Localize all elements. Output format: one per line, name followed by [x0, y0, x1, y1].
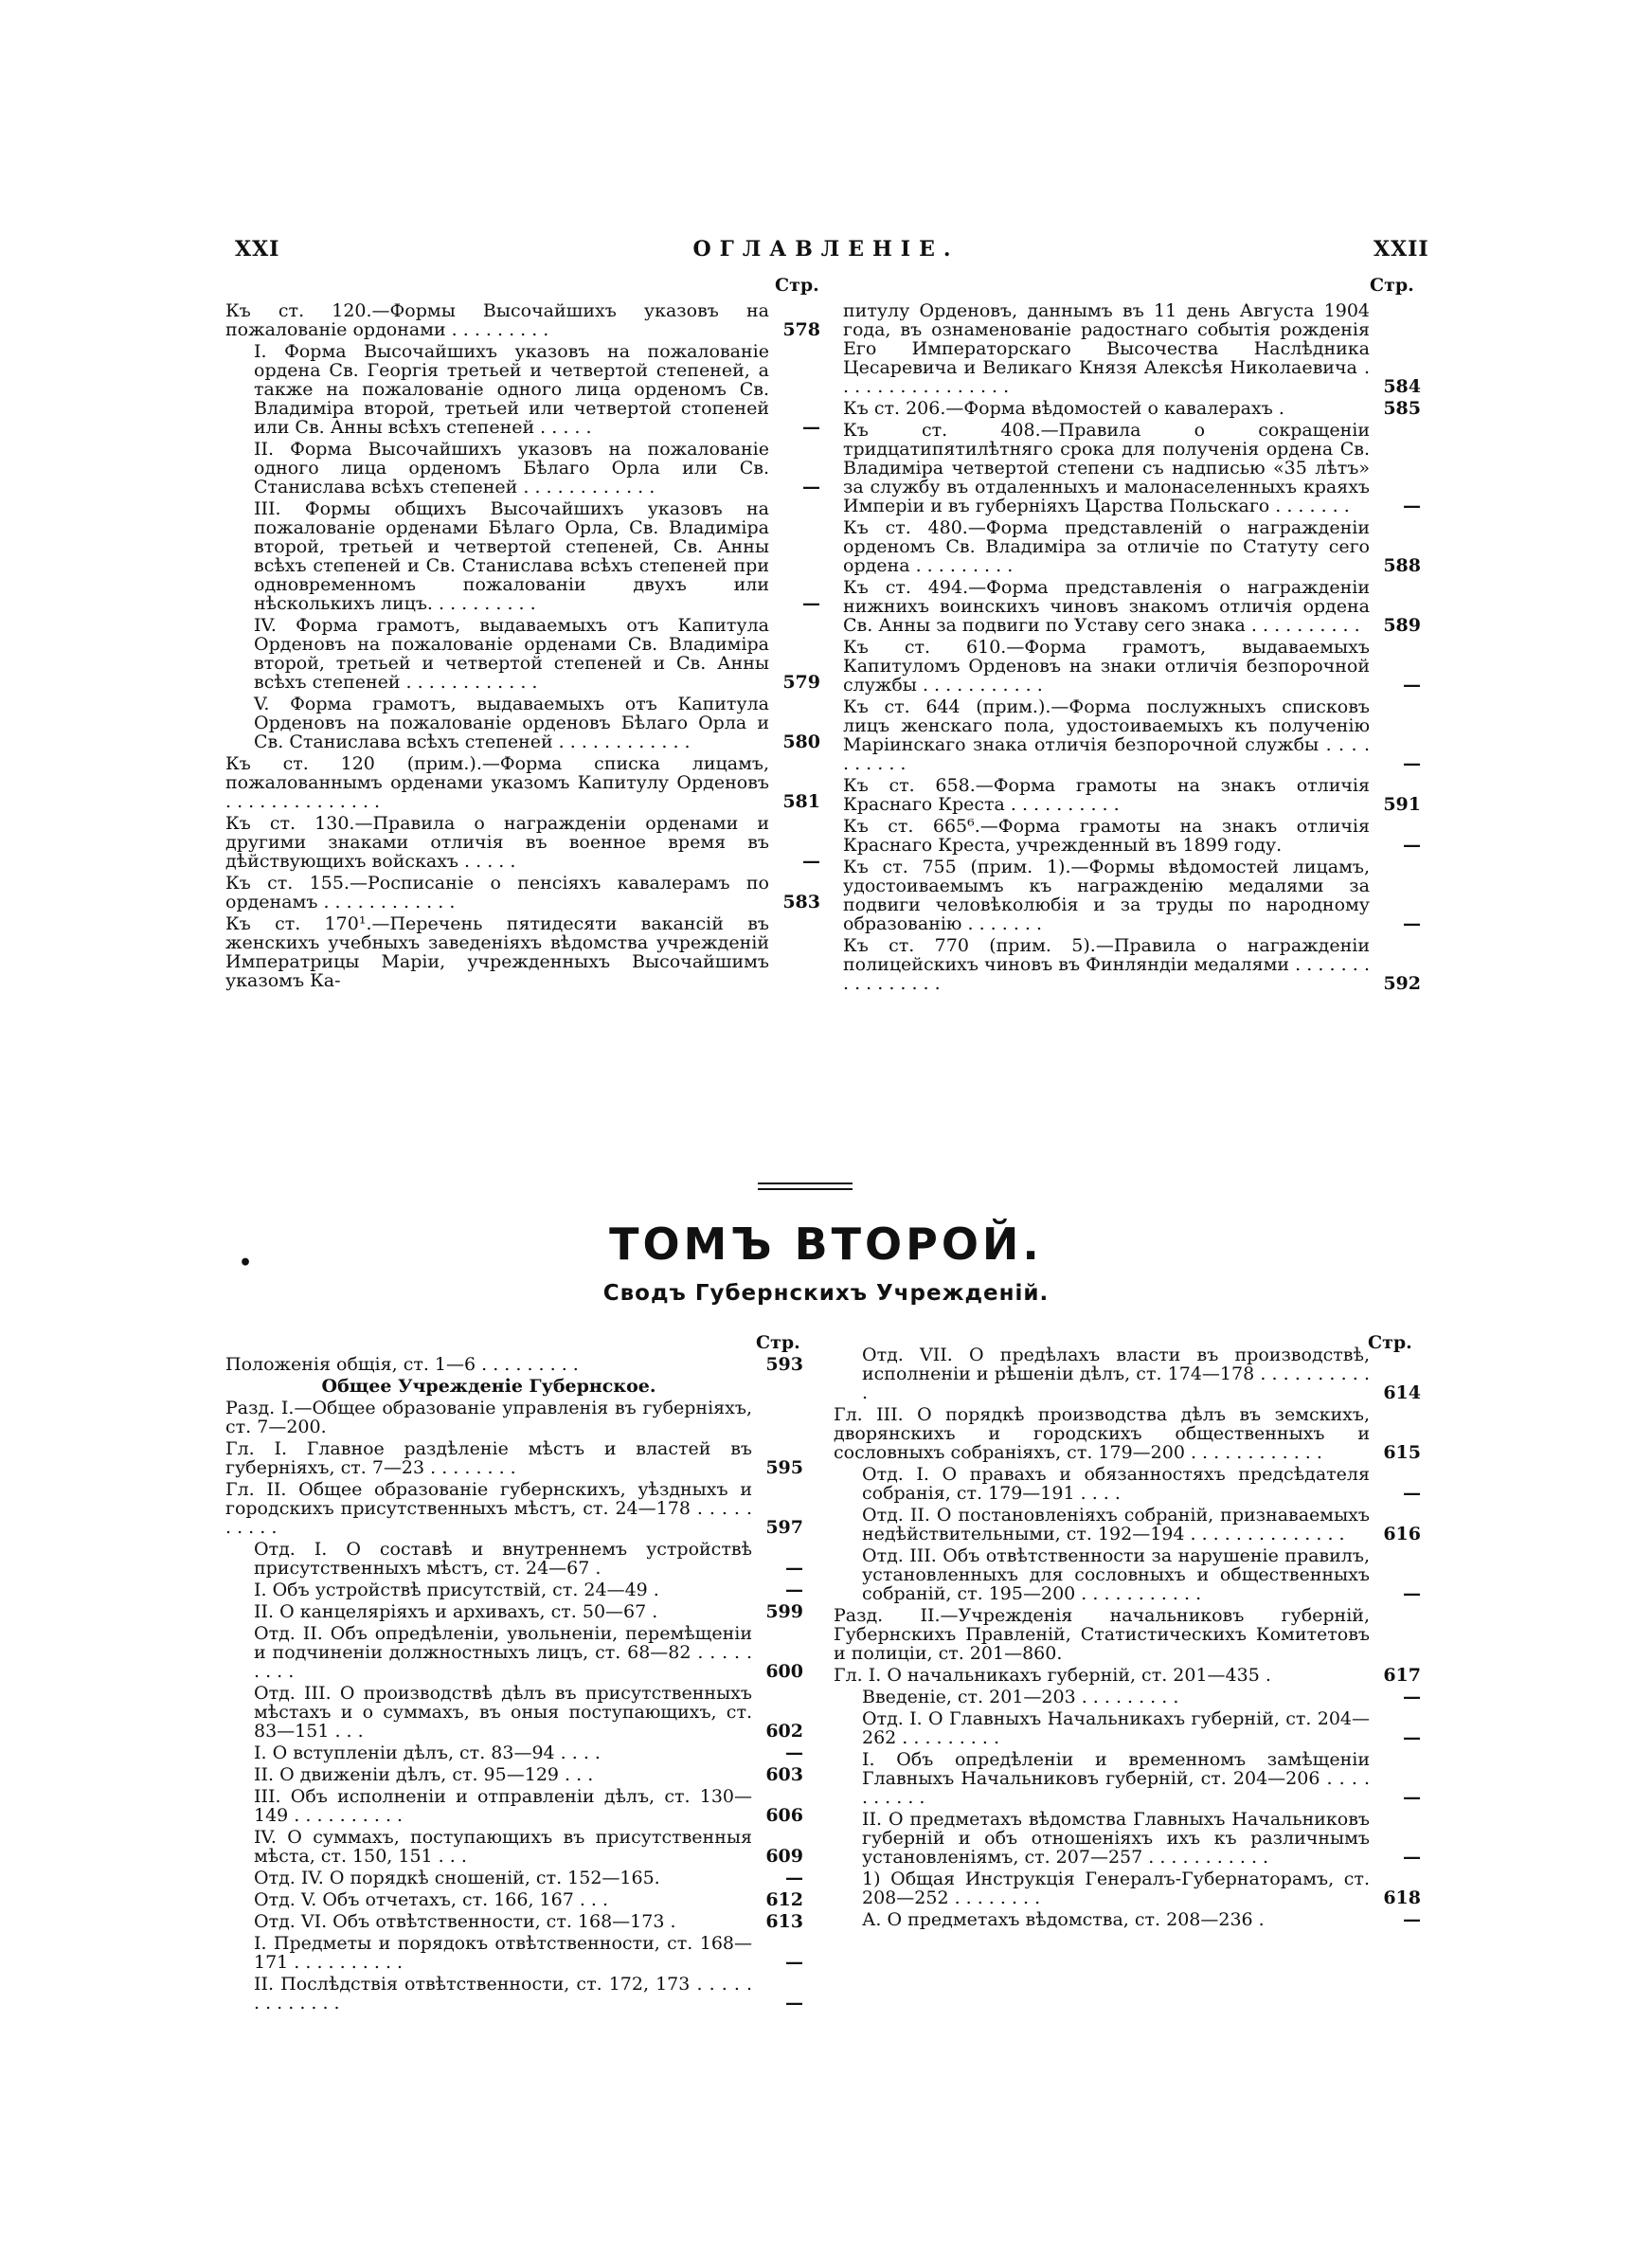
toc-entry-page: 614	[1383, 1382, 1421, 1403]
toc-entry-page: 591	[1383, 794, 1421, 815]
toc-entry-page: —	[1403, 835, 1421, 856]
toc-entry	[225, 1765, 803, 1784]
toc-entry-page: 589	[1383, 615, 1421, 636]
toc-entry-page: —	[785, 1580, 803, 1600]
toc-entry-text: Отд. VI. Объ отвѣтственности, ст. 168—173 .	[254, 1911, 676, 1932]
toc-entry	[225, 342, 820, 437]
page-col-header-bottom-left: Стр.	[756, 1332, 800, 1353]
section-divider-rule	[758, 1188, 853, 1190]
toc-entry-page: 592	[1383, 973, 1421, 994]
toc-column-bottom-left	[225, 1355, 803, 2015]
toc-entry-page: 579	[782, 672, 820, 693]
toc-entry-page: 613	[765, 1911, 803, 1932]
toc-entry-text: I. Форма Высочайшихъ указовъ на пожалованіе ордена Св. Георгія третьей и четвертой степеней, а также на пожалованіе одного лица орденомъ Св. Владиміра второй, третьей или четвертой стопеней или Св. Анны всѣхъ степеней . . . . .	[254, 341, 769, 438]
toc-entry-text: III. Формы общихъ Высочайшихъ указовъ на пожалованіе орденами Бѣлаго Орла, Св. Владиміра второй, третьей и четвертой степеней, Св. Анны всѣхъ степеней и Св. Станислава всѣхъ степеней при одновременномъ пожалованіи двухъ или нѣсколькихъ лицъ. . . . . . . . . .	[254, 498, 769, 614]
toc-entry	[225, 1580, 803, 1599]
toc-entry-page: 609	[765, 1846, 803, 1867]
toc-entry-text: Гл. III. О порядкѣ производства дѣлъ въ земскихъ, дворянскихъ и городскихъ общественныхъ и сословныхъ собраніяхъ, ст. 179—200 . . . . . . . . . . . .	[834, 1404, 1370, 1463]
toc-entry-page: —	[802, 593, 820, 614]
toc-entry	[834, 1465, 1421, 1503]
toc-entry-text: Отд. VII. О предѣлахъ власти въ производствѣ, исполненіи и рѣшеніи дѣлъ, ст. 174—178 . . . . . . . . . . .	[862, 1345, 1370, 1403]
toc-entry-text: Отд. III. Объ отвѣтственности за нарушеніе правилъ, установленныхъ для сословныхъ и общественныхъ собраній, ст. 195—200 . . . . . . . . . . .	[862, 1545, 1370, 1604]
toc-entry-page: 585	[1383, 398, 1421, 419]
toc-entry	[843, 817, 1421, 855]
toc-entry-text: Отд. I. О правахъ и обязанностяхъ предсѣдателя собранія, ст. 179—191 . . . .	[862, 1464, 1370, 1504]
toc-entry-text: Къ ст. 665⁶.—Форма грамоты на знакъ отличія Краснаго Креста, учрежденный въ 1899 году.	[843, 816, 1370, 856]
toc-entry-page: 603	[765, 1764, 803, 1785]
toc-entry-text: Гл. II. Общее образованіе губернскихъ, уѣздныхъ и городскихъ присутственныхъ мѣстъ, ст. 24—178 . . . . . . . . . .	[225, 1479, 752, 1538]
toc-entry-page: —	[1403, 1687, 1421, 1707]
toc-entry-page: —	[785, 1868, 803, 1888]
toc-column-top-right	[843, 301, 1421, 996]
toc-entry-text: Къ ст. 658.—Форма грамоты на знакъ отличія Краснаго Креста . . . . . . . . . .	[843, 775, 1370, 815]
toc-entry	[225, 1934, 803, 1972]
page-number-left: XXI	[235, 237, 280, 262]
toc-entry-page: —	[1403, 1483, 1421, 1504]
toc-entry-text: Къ ст. 480.—Форма представленій о награжденіи орденомъ Св. Владиміра за отличіе по Статуту сего ордена . . . . . . . . .	[843, 517, 1370, 576]
toc-entry-text: III. Объ исполненіи и отправленіи дѣлъ, ст. 130—149 . . . . . . . . . .	[254, 1786, 752, 1826]
toc-entry	[225, 1890, 803, 1909]
toc-entry	[225, 695, 820, 751]
toc-entry-page: —	[1403, 1787, 1421, 1808]
toc-entry-text: I. Предметы и порядокъ отвѣтственности, ст. 168—171 . . . . . . . . . .	[254, 1933, 752, 1973]
toc-entry	[843, 638, 1421, 695]
toc-entry	[225, 1912, 803, 1931]
toc-entry-text: II. О предметахъ вѣдомства Главныхъ Начальниковъ губерній и объ отношеніяхъ ихъ къ различнымъ установленіямъ, ст. 207—257 . . . . . . . . . . .	[862, 1809, 1370, 1868]
toc-entry-page: 616	[1383, 1524, 1421, 1544]
toc-entry	[225, 301, 820, 339]
toc-entry-page: 583	[782, 892, 820, 912]
toc-entry	[225, 814, 820, 871]
toc-entry	[225, 1439, 803, 1477]
toc-entry-page: 612	[765, 1889, 803, 1910]
toc-entry-text: Къ ст. 644 (прим.).—Форма послужныхъ списковъ лицъ женскаго пола, удостоиваемыхъ къ полученію Маріинскаго знака отличія безпорочной службы . . . . . . . . . .	[843, 696, 1370, 774]
toc-entry	[225, 1684, 803, 1741]
toc-entry-page: 599	[765, 1601, 803, 1622]
page-col-header-bottom-right: Стр.	[1368, 1332, 1412, 1353]
toc-entry	[225, 754, 820, 811]
toc-entry-page: 580	[782, 731, 820, 752]
toc-entry-text: I. О вступленіи дѣлъ, ст. 83—94 . . . .	[254, 1742, 601, 1763]
toc-entry-text: Къ ст. 755 (прим. 1).—Формы вѣдомостей лицамъ, удостоиваемымъ къ награжденію медалями за подвиги человѣколюбія и за труды по народному образованію . . . . . . .	[843, 857, 1370, 934]
toc-entry	[834, 1506, 1421, 1544]
toc-entry	[225, 1355, 803, 1374]
toc-entry	[834, 1910, 1421, 1929]
toc-entry	[834, 1405, 1421, 1462]
toc-entry	[225, 499, 820, 613]
toc-entry-text: Къ ст. 408.—Правила о сокращеніи тридцатипятилѣтняго срока для полученія ордена Св. Владиміра четвертой степени съ надписью «35 лѣтъ» за службу въ отдаленныхъ и малонаселенныхъ краяхъ Имперіи и въ губерніяхъ Царства Польскаго . . . . . . .	[843, 420, 1370, 516]
toc-entry-text: Общее Учрежденіе Губернское.	[321, 1376, 656, 1397]
toc-entry-text: Къ ст. 120.—Формы Высочайшихъ указовъ на пожалованіе ордонами . . . . . . . . .	[225, 300, 769, 340]
toc-entry-text: А. О предметахъ вѣдомства, ст. 208—236 .	[862, 1909, 1265, 1930]
toc-entry	[843, 776, 1421, 814]
toc-entry-text: Къ ст. 770 (прим. 5).—Правила о награжденіи полицейскихъ чиновъ въ Финляндіи медалями . . . . . . . . . . . . . . . .	[843, 935, 1370, 994]
toc-entry	[843, 578, 1421, 635]
toc-entry-text: II. О движеніи дѣлъ, ст. 95—129 . . .	[254, 1764, 594, 1785]
toc-entry-text: Положенія общія, ст. 1—6 . . . . . . . . .	[225, 1354, 579, 1375]
toc-entry-text: Отд. II. Объ опредѣленіи, увольненіи, перемѣщеніи и подчиненіи должностныхъ лицъ, ст. 68—82 . . . . . . . . .	[254, 1623, 752, 1682]
toc-entry-text: I. Объ устройствѣ присутствій, ст. 24—49 .	[254, 1580, 659, 1600]
toc-entry-page: 578	[782, 319, 820, 340]
toc-entry-text: Отд. II. О постановленіяхъ собраній, признаваемыхъ недѣйствительными, ст. 192—194 . . . . . . . . . . . . . .	[862, 1505, 1370, 1544]
toc-entry	[225, 1869, 803, 1887]
toc-entry	[225, 1540, 803, 1578]
toc-entry-text: Гл. I. О начальникахъ губерній, ст. 201—435 .	[834, 1665, 1271, 1686]
toc-entry	[225, 1624, 803, 1681]
toc-entry	[834, 1869, 1421, 1907]
toc-entry	[834, 1810, 1421, 1867]
print-dot-mark: •	[239, 1251, 253, 1275]
toc-entry-text: Отд. IV. О порядкѣ сношеній, ст. 152—165.	[254, 1868, 660, 1888]
toc-entry-page: —	[785, 1558, 803, 1579]
toc-entry-text: Разд. II.—Учрежденія начальниковъ губерній, Губернскихъ Правленій, Статистическихъ Комитетовъ и полиціи, ст. 201—860.	[834, 1605, 1370, 1664]
toc-entry-page: —	[1403, 496, 1421, 516]
toc-entry-page: —	[1403, 753, 1421, 774]
toc-column-top-left	[225, 301, 820, 993]
toc-entry-page: —	[802, 851, 820, 872]
volume-subtitle: Сводъ Губернскихъ Учрежденій.	[602, 1281, 1050, 1306]
toc-entry-page: 584	[1383, 376, 1421, 397]
toc-entry-page: —	[785, 1742, 803, 1763]
toc-entry-page: —	[1403, 675, 1421, 695]
toc-entry	[225, 1399, 803, 1436]
toc-entry-page: 588	[1383, 555, 1421, 576]
toc-entry-text: Введеніе, ст. 201—203 . . . . . . . . .	[862, 1687, 1179, 1707]
toc-entry-text: Къ ст. 610.—Форма грамотъ, выдаваемыхъ Капитуломъ Орденовъ на знаки отличія безпорочной службы . . . . . . . . . . .	[843, 637, 1370, 695]
toc-entry-text: Разд. I.—Общее образованіе управленія въ губерніяхъ, ст. 7—200.	[225, 1398, 752, 1437]
toc-entry	[225, 1377, 803, 1396]
toc-entry	[225, 874, 820, 912]
toc-entry	[225, 1828, 803, 1866]
section-divider-rule	[758, 1183, 853, 1184]
toc-entry-text: V. Форма грамотъ, выдаваемыхъ отъ Капитула Орденовъ на пожалованіе орденовъ Бѣлаго Орла и Св. Станислава всѣхъ степеней . . . . . . . . . . . .	[254, 694, 769, 752]
toc-entry-text: Къ ст. 155.—Росписаніе о пенсіяхъ кавалерамъ по орденамъ . . . . . . . . . . . .	[225, 873, 769, 912]
toc-entry-page: —	[1403, 1847, 1421, 1868]
toc-entry-text: I. Объ опредѣленіи и временномъ замѣщеніи Главныхъ Начальниковъ губерній, ст. 204—206 . . . . . . . . . .	[862, 1749, 1370, 1808]
toc-entry-page: —	[1403, 1909, 1421, 1930]
toc-entry-text: Къ ст. 120 (прим.).—Форма списка лицамъ, пожалованнымъ орденами указомъ Капитулу Орденовъ . . . . . . . . . . . . . .	[225, 753, 769, 812]
toc-entry-text: 1) Общая Инструкція Генералъ-Губернаторамъ, ст. 208—252 . . . . . . . .	[862, 1869, 1370, 1908]
toc-entry-page: 581	[782, 791, 820, 812]
toc-entry	[843, 399, 1421, 418]
toc-entry	[225, 1480, 803, 1537]
toc-entry-page: 593	[765, 1354, 803, 1375]
toc-entry-text: IV. О суммахъ, поступающихъ въ присутственныя мѣста, ст. 150, 151 . . .	[254, 1827, 752, 1867]
toc-entry-page: 597	[765, 1517, 803, 1538]
toc-entry-text: Отд. III. О производствѣ дѣлъ въ присутственныхъ мѣстахъ и о суммахъ, въ оныя поступающихъ, ст. 83—151 . . .	[254, 1683, 752, 1742]
toc-entry	[843, 421, 1421, 515]
toc-entry-text: Отд. I. О Главныхъ Начальникахъ губерній, ст. 204—262 . . . . . . . . .	[862, 1708, 1370, 1748]
toc-entry-page: —	[785, 1952, 803, 1973]
toc-entry-page: 606	[765, 1805, 803, 1826]
toc-entry-page: —	[1403, 1727, 1421, 1748]
toc-entry	[843, 518, 1421, 575]
running-title-text: ОГЛАВЛЕНІЕ.	[692, 237, 960, 262]
toc-entry-text: II. О канцеляріяхъ и архивахъ, ст. 50—67 .	[254, 1601, 658, 1622]
toc-entry	[834, 1709, 1421, 1747]
toc-entry-text: II. Послѣдствія отвѣтственности, ст. 172, 173 . . . . . . . . . . . . .	[254, 1974, 752, 2013]
toc-entry	[834, 1345, 1421, 1402]
toc-entry-text: Гл. I. Главное раздѣленіе мѣстъ и властей въ губерніяхъ, ст. 7—23 . . . . . . . .	[225, 1438, 752, 1478]
toc-entry	[225, 1602, 803, 1621]
toc-entry-page: —	[1403, 913, 1421, 934]
toc-entry-page: 595	[765, 1457, 803, 1478]
toc-entry-text: II. Форма Высочайшихъ указовъ на пожалованіе одного лица орденомъ Бѣлаго Орла или Св. Станислава всѣхъ степеней . . . . . . . . . . . .	[254, 439, 769, 497]
toc-entry-text: IV. Форма грамотъ, выдаваемыхъ отъ Капитула Орденовъ на пожалованіе орденами Св. Владиміра второй, третьей и четвертой степеней и Св. Анны всѣхъ степеней . . . . . . . . . . . .	[254, 615, 769, 693]
toc-entry	[834, 1688, 1421, 1706]
toc-entry	[225, 616, 820, 692]
toc-entry-page: —	[802, 417, 820, 438]
toc-entry-page: —	[1403, 1583, 1421, 1604]
toc-entry	[225, 1975, 803, 2013]
toc-entry	[225, 914, 820, 990]
page-number-right: XXII	[1374, 237, 1429, 262]
toc-entry-page: 618	[1383, 1887, 1421, 1908]
toc-entry	[834, 1546, 1421, 1603]
toc-entry	[225, 1743, 803, 1762]
toc-entry-text: Къ ст. 206.—Форма вѣдомостей о кавалерахъ .	[843, 398, 1284, 419]
toc-entry-page: —	[785, 1993, 803, 2013]
toc-entry-page: 602	[765, 1721, 803, 1742]
toc-entry-page: 615	[1383, 1442, 1421, 1463]
toc-entry	[843, 301, 1421, 396]
page-col-header-top-right: Стр.	[1370, 275, 1414, 296]
toc-column-bottom-right	[834, 1345, 1421, 1932]
toc-entry	[834, 1666, 1421, 1685]
toc-entry-text: Отд. V. Объ отчетахъ, ст. 166, 167 . . .	[254, 1889, 609, 1910]
toc-entry	[225, 440, 820, 497]
toc-entry-text: Отд. I. О составѣ и внутреннемъ устройствѣ присутственныхъ мѣстъ, ст. 24—67 .	[254, 1539, 752, 1579]
page-col-header-top-left: Стр.	[775, 275, 819, 296]
toc-entry-page: —	[802, 477, 820, 497]
toc-entry-text: Къ ст. 494.—Форма представленія о награжденіи нижнихъ воинскихъ чиновъ знакомъ отличія ордена Св. Анны за подвиги по Уставу сего знака . . . . . . . . . .	[843, 577, 1370, 636]
toc-entry	[225, 1787, 803, 1825]
toc-entry	[834, 1606, 1421, 1663]
toc-entry-text: Къ ст. 170¹.—Перечень пятидесяти вакансій въ женскихъ учебныхъ заведеніяхъ вѣдомства учрежденій Императрицы Маріи, учрежденныхъ Высочайшимъ указомъ Ка-	[225, 913, 769, 991]
volume-title: ТОМЪ ВТОРОЙ.	[609, 1219, 1043, 1270]
toc-entry-text: Къ ст. 130.—Правила о награжденіи орденами и другими знаками отличія въ военное время въ дѣйствующихъ войскахъ . . . . .	[225, 813, 769, 872]
toc-entry	[843, 936, 1421, 993]
toc-entry-page: 617	[1383, 1665, 1421, 1686]
toc-entry	[843, 697, 1421, 773]
toc-entry	[843, 858, 1421, 933]
toc-entry-text: питулу Орденовъ, даннымъ въ 11 день Августа 1904 года, въ ознаменованіе радостнаго событія рожденія Его Императорскаго Высочества Наслѣдника Цесаревича и Великаго Князя Алексѣя Николаевича . . . . . . . . . . . . . . . .	[843, 300, 1370, 397]
toc-entry	[834, 1750, 1421, 1807]
toc-entry-page: 600	[765, 1661, 803, 1682]
